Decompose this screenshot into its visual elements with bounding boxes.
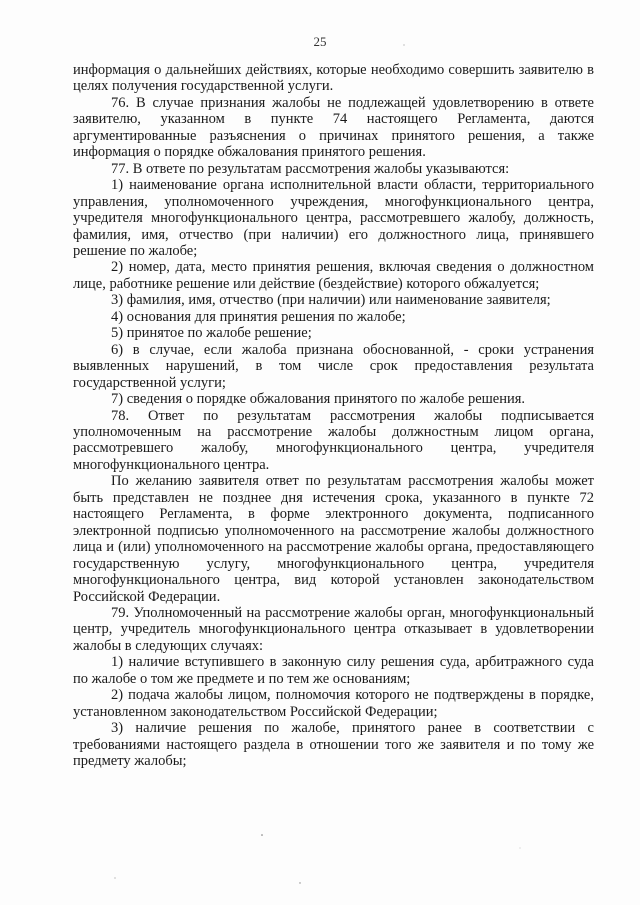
list-item-77-6: 6) в случае, если жалоба признана обоснованной, - сроки устранения выявленных нарушений, в том числе срок предоставления результата государственной услуги; <box>73 341 594 391</box>
list-item-79-1: 1) наличие вступившего в законную силу решения суда, арбитражного суда по жалобе о том же предмете и по тем же основаниям; <box>73 654 594 687</box>
page-number: 25 <box>313 34 327 49</box>
document-body <box>73 62 594 769</box>
list-item-77-1: 1) наименование органа исполнительной власти области, территориального управления, уполномоченного учреждения, многофункционального центра, учредителя многофункционального центра, рассмотревшего жалобу, должность, фамилия, имя, отчество (при наличии) его должностного лица, принявшего решение по жалобе; <box>73 177 594 259</box>
list-item-77-7: 7) сведения о порядке обжалования принятого по жалобе решения. <box>111 391 526 408</box>
list-item-77-5: 5) принятое по жалобе решение; <box>111 325 312 342</box>
paragraph-77: 77. В ответе по результатам рассмотрения жалобы указываются: <box>111 160 510 177</box>
list-item-77-3: 3) фамилия, имя, отчество (при наличии) или наименование заявителя; <box>111 292 551 309</box>
list-item-77-4: 4) основания для принятия решения по жалобе; <box>111 308 406 325</box>
paragraph-78: 78. Ответ по результатам рассмотрения жалобы подписывается уполномоченным на рассмотрение жалобы должностным лицом органа, рассмотревшего жалобу, многофункционального центра, учредителя многофункционального центра. <box>73 407 594 473</box>
list-item-77-2: 2) номер, дата, место принятия решения, включая сведения о должностном лице, работнике решение или действие (бездействие) которого обжалуется; <box>73 259 594 292</box>
paragraph-76: 76. В случае признания жалобы не подлежащей удовлетворению в ответе заявителю, указанном в пункте 74 настоящего Регламента, даются аргументированные разъяснения о причинах принятого решения, а также информация о порядке обжалования принятого решения. <box>73 94 594 161</box>
paragraph-78-electronic: По желанию заявителя ответ по результатам рассмотрения жалобы может быть представлен не позднее дня истечения срока, указанного в пункте 72 настоящего Регламента, в форме электронного документа, подписанного электронной подписью уполномоченного на рассмотрение жалобы должностного лица и (или) уполномоченного на рассмотрение жалобы органа, предоставляющего государственную услугу, многофункционального центра, учредителя многофункционального центра, вид которой установлен законодательством Российской Федерации. <box>73 473 594 605</box>
paragraph-continuation: информация о дальнейших действиях, которые необходимо совершить заявителю в целях получения государственной услуги. <box>73 62 594 95</box>
paragraph-79: 79. Уполномоченный на рассмотрение жалобы орган, многофункциональный центр, учредитель многофункционального центра отказывает в удовлетворении жалобы в следующих случаях: <box>73 604 594 654</box>
list-item-79-3: 3) наличие решения по жалобе, принятого ранее в соответствии с требованиями настоящего раздела в отношении того же заявителя и по тому же предмету жалобы; <box>73 720 594 770</box>
list-item-79-2: 2) подача жалобы лицом, полномочия которого не подтверждены в порядке, установленном законодательством Российской Федерации; <box>73 687 594 720</box>
